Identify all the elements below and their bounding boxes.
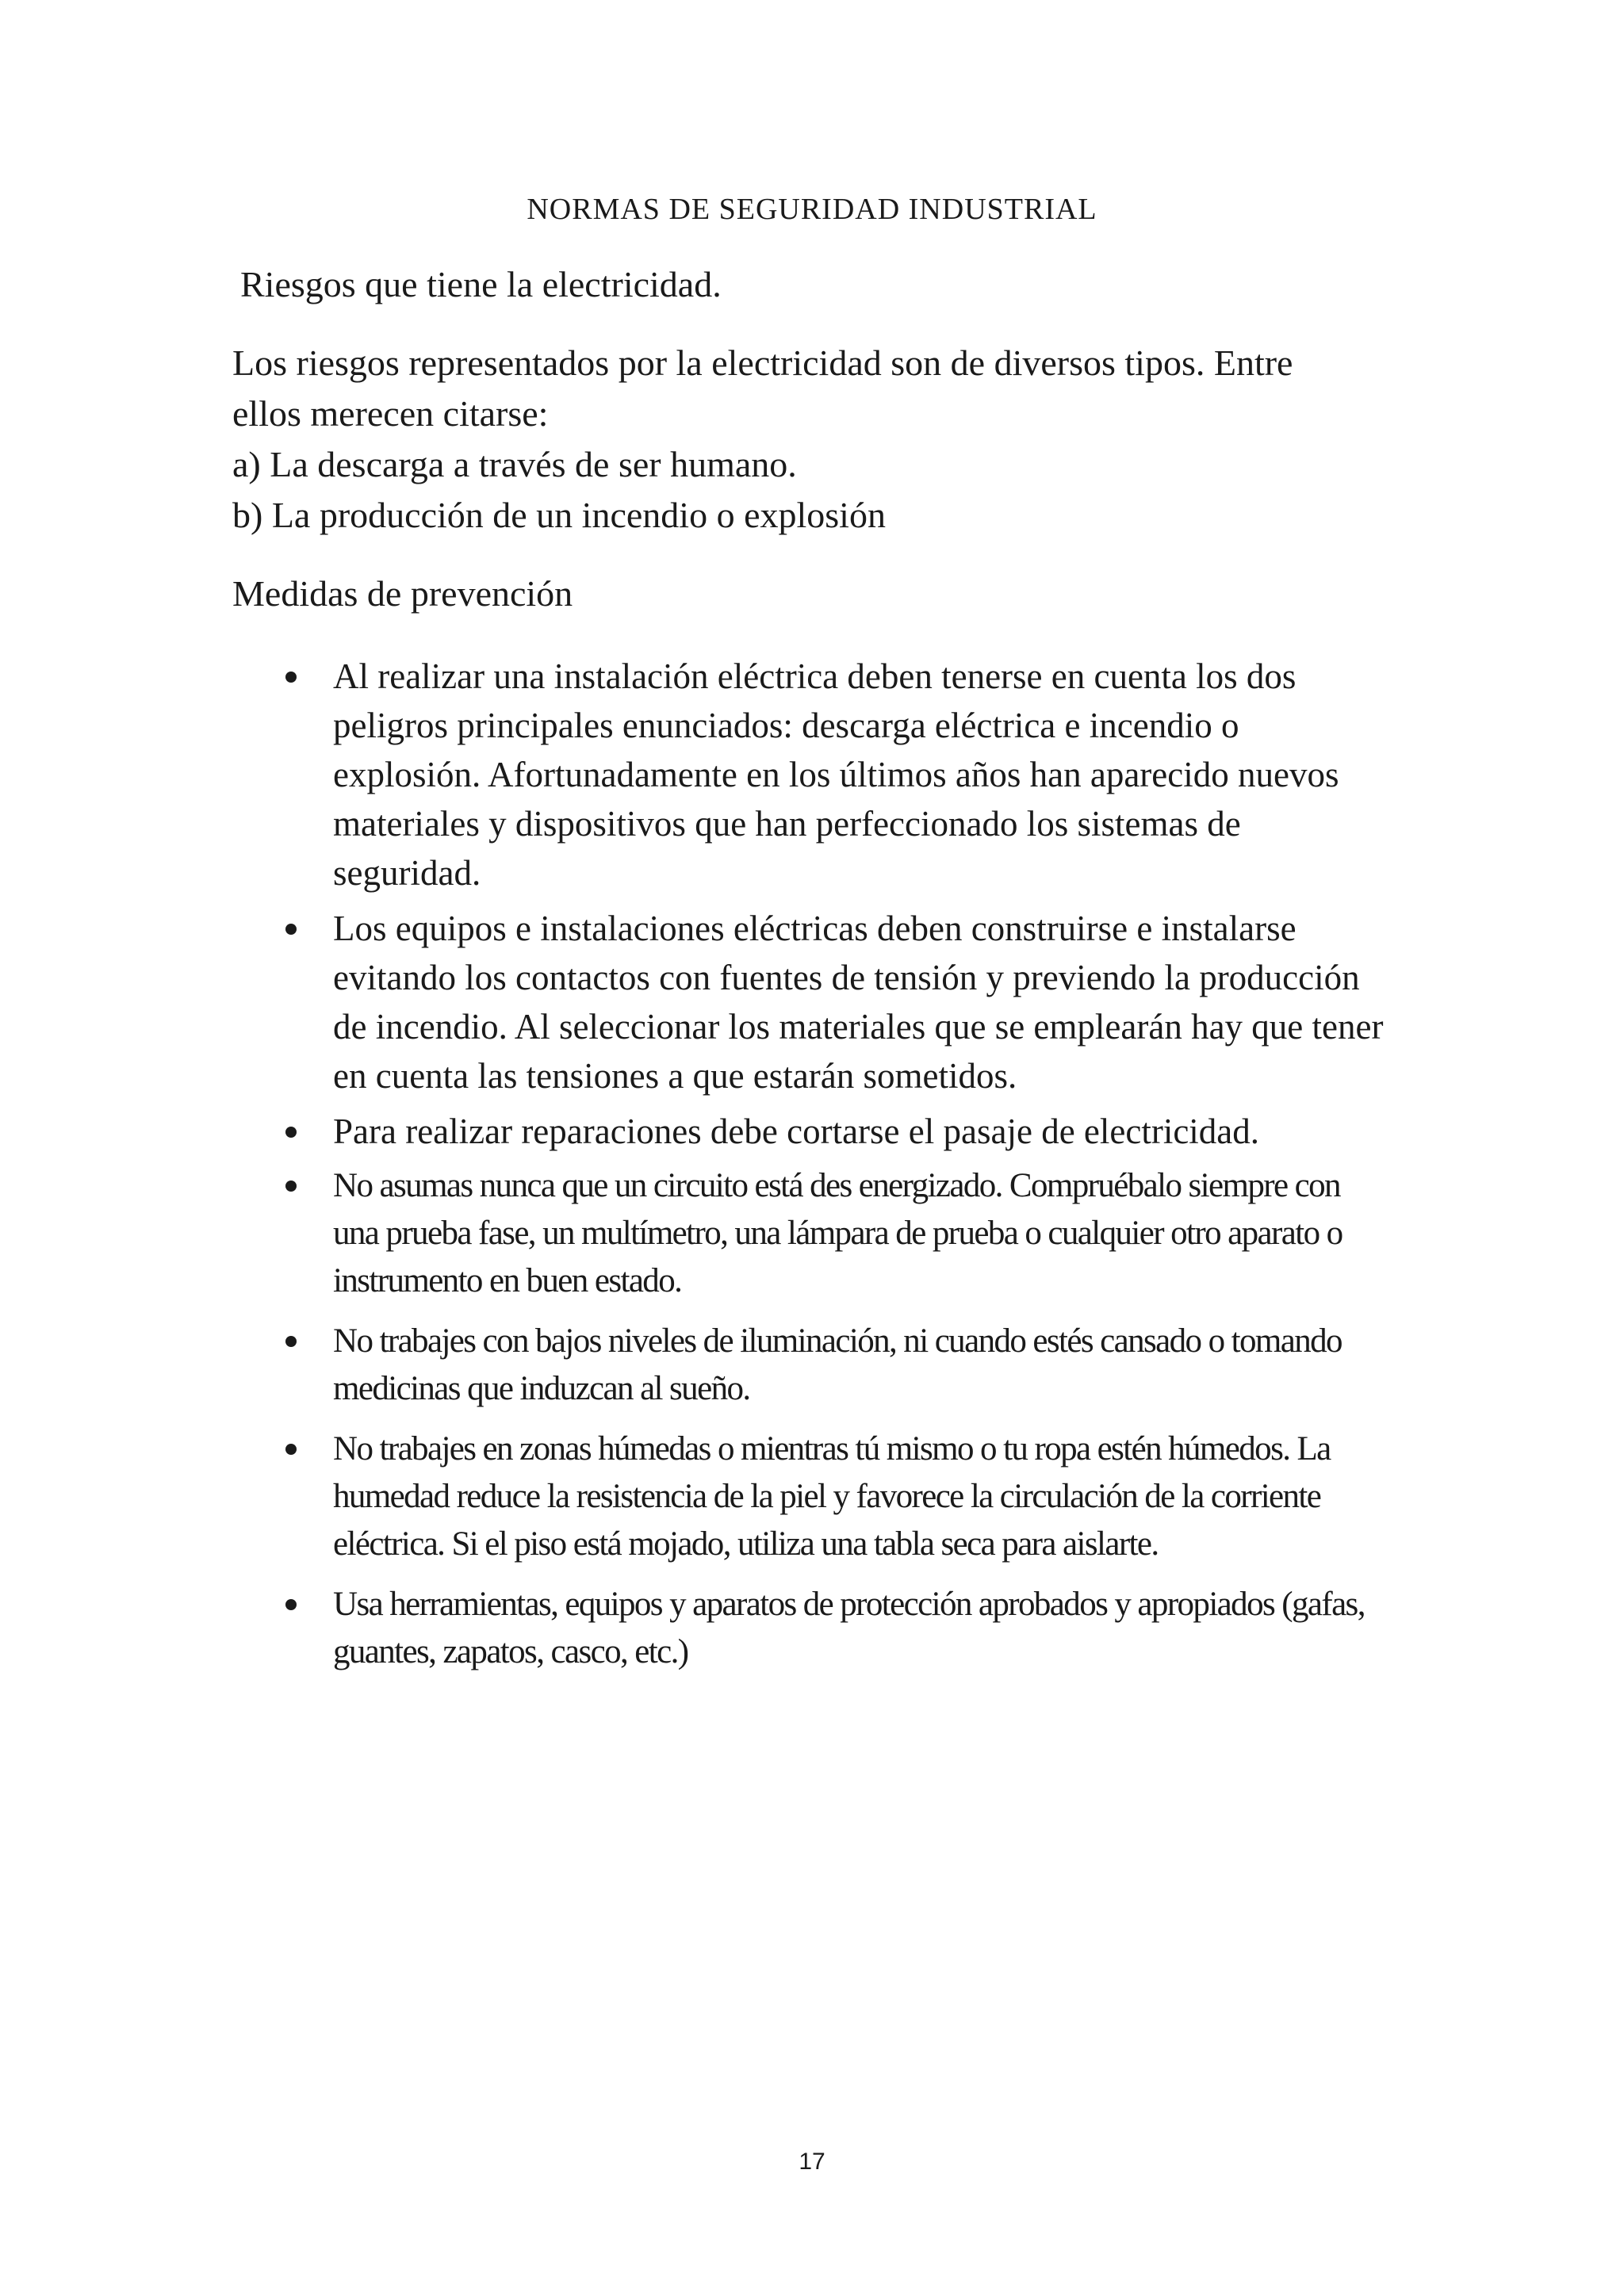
prevention-list xyxy=(0,652,1624,1689)
list-item-text: No trabajes con bajos niveles de iluminación, ni cuando estés cansado o tomando medicinas que induzcan al sueño. xyxy=(333,1322,1342,1407)
list-item-text: Al realizar una instalación eléctrica deben tenerse en cuenta los dos peligros principales enunciados: descarga eléctrica e incendio o explosión. Afortunadamente en los últimos años han aparecido nuevos materiales y dispositivos que han perfeccionado los sistemas de seguridad. xyxy=(333,656,1339,893)
intro-line: a) La descarga a través de ser humano. xyxy=(232,444,797,484)
list-item-text: Usa herramientas, equipos y aparatos de protección aprobados y apropiados (gafas, guantes, zapatos, casco, etc.) xyxy=(333,1586,1365,1670)
section-title: Riesgos que tiene la electricidad. xyxy=(240,264,722,304)
list-item-text: No trabajes en zonas húmedas o mientras tú mismo o tu ropa estén húmedos. La humedad reduce la resistencia de la piel y favorece la circulación de la corriente eléctrica. Si el piso está mojado, utiliza una tabla seca para aislarte. xyxy=(333,1430,1331,1563)
page-number: 17 xyxy=(799,2149,825,2175)
bullet-icon xyxy=(285,1127,297,1138)
list-item xyxy=(0,904,1624,1100)
list-item xyxy=(0,1318,1624,1413)
intro-line: b) La producción de un incendio o explosión xyxy=(232,495,886,535)
intro-line: Los riesgos representados por la electricidad son de diversos tipos. Entre xyxy=(232,342,1293,383)
bullet-icon xyxy=(285,1336,297,1347)
list-item xyxy=(0,652,1624,897)
prevention-subheading: Medidas de prevención xyxy=(232,573,573,614)
list-item-text: Para realizar reparaciones debe cortarse el pasaje de electricidad. xyxy=(333,1112,1260,1151)
list-item-text: Los equipos e instalaciones eléctricas deben construirse e instalarse evitando los contactos con fuentes de tensión y previendo la producción de incendio. Al seleccionar los materiales que se emplearán hay que tener en cuenta las tensiones a que estarán sometidos. xyxy=(333,909,1384,1096)
intro-paragraph xyxy=(232,338,1469,541)
intro-line: ellos merecen citarse: xyxy=(232,393,549,434)
bullet-icon xyxy=(285,1181,297,1192)
list-item xyxy=(0,1162,1624,1305)
bullet-icon xyxy=(285,672,297,683)
bullet-icon xyxy=(285,924,297,935)
list-item xyxy=(0,1107,1624,1156)
list-item-text: No asumas nunca que un circuito está des energizado. Compruébalo siempre con una prueba fase, un multímetro, una lámpara de prueba o cualquier otro aparato o instrumento en buen estado. xyxy=(333,1167,1342,1299)
list-item xyxy=(0,1581,1624,1676)
page-header: NORMAS DE SEGURIDAD INDUSTRIAL xyxy=(527,193,1097,226)
list-item xyxy=(0,1425,1624,1568)
bullet-icon xyxy=(285,1444,297,1455)
bullet-icon xyxy=(285,1599,297,1610)
